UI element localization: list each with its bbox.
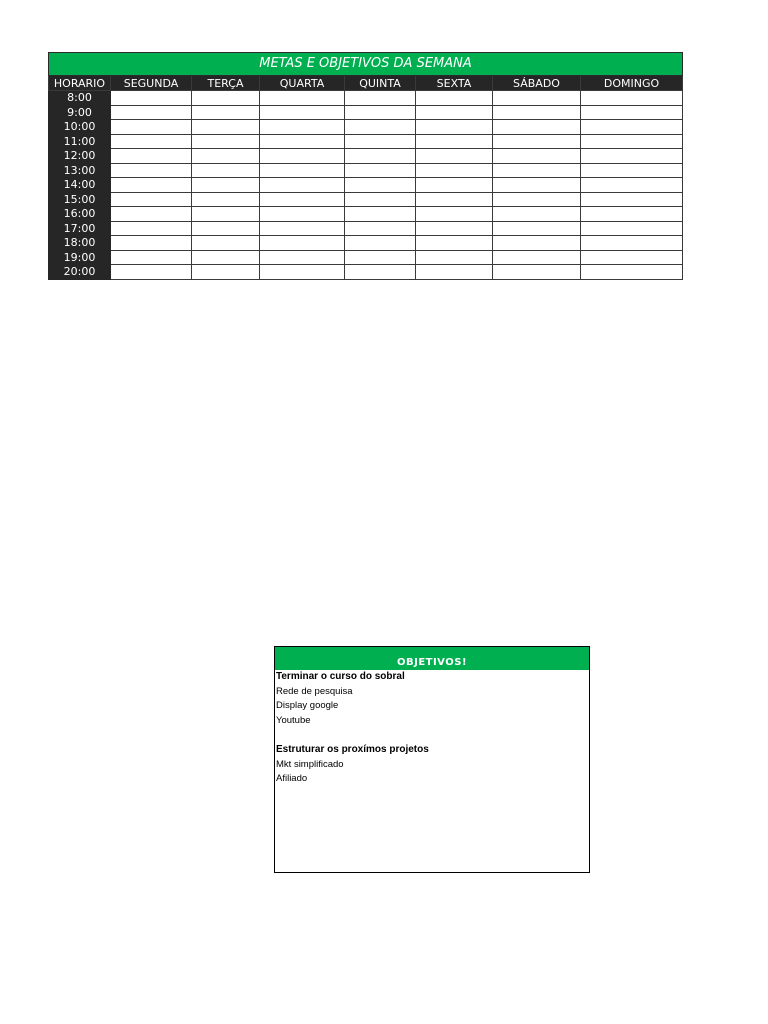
slot-domingo[interactable] [581, 163, 683, 178]
slot-quarta[interactable] [260, 236, 345, 251]
slot-quinta[interactable] [345, 221, 416, 236]
slot-segunda[interactable] [111, 163, 192, 178]
schedule-row [49, 221, 683, 236]
objective-group-heading: Terminar o curso do sobral [276, 671, 405, 682]
slot-quarta[interactable] [260, 265, 345, 280]
schedule-title: METAS E OBJETIVOS DA SEMANA [49, 53, 683, 76]
slot-quinta[interactable] [345, 120, 416, 135]
slot-quinta[interactable] [345, 250, 416, 265]
header-quarta: QUARTA [260, 76, 345, 91]
schedule-row [49, 149, 683, 164]
slot-quinta[interactable] [345, 265, 416, 280]
slot-quarta[interactable] [260, 250, 345, 265]
header-quinta: QUINTA [345, 76, 416, 91]
slot-sexta[interactable] [416, 207, 493, 222]
slot-quarta[interactable] [260, 192, 345, 207]
objectives-title: OBJETIVOS! [275, 647, 589, 670]
schedule-row [49, 250, 683, 265]
slot-quarta[interactable] [260, 149, 345, 164]
objective-group-heading: Estruturar os proxímos projetos [276, 743, 429, 755]
schedule-row [49, 163, 683, 178]
slot-segunda[interactable] [111, 178, 192, 193]
slot-quarta[interactable] [260, 120, 345, 135]
slot-domingo[interactable] [581, 178, 683, 193]
time-label: 8:00 [49, 91, 111, 106]
slot-domingo[interactable] [581, 207, 683, 222]
slot-terca[interactable] [192, 250, 260, 265]
header-sexta: SEXTA [416, 76, 493, 91]
slot-domingo[interactable] [581, 250, 683, 265]
slot-quinta[interactable] [345, 134, 416, 149]
slot-quinta[interactable] [345, 105, 416, 120]
header-terca: TERÇA [192, 76, 260, 91]
slot-terca[interactable] [192, 236, 260, 251]
slot-segunda[interactable] [111, 192, 192, 207]
time-label: 17:00 [49, 221, 111, 236]
slot-sabado[interactable] [493, 207, 581, 222]
objective-item: Mkt simplificado [276, 758, 344, 770]
objective-item: Display google [276, 700, 339, 712]
slot-domingo[interactable] [581, 236, 683, 251]
slot-sabado[interactable] [493, 250, 581, 265]
slot-sabado[interactable] [493, 265, 581, 280]
slot-segunda[interactable] [111, 250, 192, 265]
schedule-title-row [49, 53, 683, 76]
slot-segunda[interactable] [111, 105, 192, 120]
slot-terca[interactable] [192, 178, 260, 193]
objective-item: Rede de pesquisa [276, 685, 353, 697]
time-label: 16:00 [49, 207, 111, 222]
slot-sabado[interactable] [493, 105, 581, 120]
slot-segunda[interactable] [111, 134, 192, 149]
schedule-header-row [49, 76, 683, 91]
slot-sexta[interactable] [416, 221, 493, 236]
time-label: 10:00 [49, 120, 111, 135]
schedule-row [49, 91, 683, 106]
slot-quinta[interactable] [345, 149, 416, 164]
slot-sexta[interactable] [416, 149, 493, 164]
slot-domingo[interactable] [581, 91, 683, 106]
slot-sexta[interactable] [416, 163, 493, 178]
header-horario: HORARIO [49, 76, 111, 91]
slot-sabado[interactable] [493, 134, 581, 149]
slot-terca[interactable] [192, 221, 260, 236]
objective-item: Youtube [276, 714, 311, 726]
slot-quarta[interactable] [260, 91, 345, 106]
slot-terca[interactable] [192, 134, 260, 149]
slot-terca[interactable] [192, 120, 260, 135]
schedule-row [49, 236, 683, 251]
slot-sabado[interactable] [493, 91, 581, 106]
schedule-row [49, 120, 683, 135]
header-segunda: SEGUNDA [111, 76, 192, 91]
slot-sabado[interactable] [493, 163, 581, 178]
header-domingo: DOMINGO [581, 76, 683, 91]
slot-sexta[interactable] [416, 265, 493, 280]
slot-sexta[interactable] [416, 91, 493, 106]
time-label: 15:00 [49, 192, 111, 207]
slot-sexta[interactable] [416, 236, 493, 251]
slot-segunda[interactable] [111, 149, 192, 164]
slot-segunda[interactable] [111, 91, 192, 106]
schedule-row [49, 105, 683, 120]
slot-terca[interactable] [192, 163, 260, 178]
slot-domingo[interactable] [581, 149, 683, 164]
slot-segunda[interactable] [111, 120, 192, 135]
slot-domingo[interactable] [581, 134, 683, 149]
schedule-body [49, 91, 683, 280]
slot-quinta[interactable] [345, 207, 416, 222]
schedule-row [49, 192, 683, 207]
slot-quinta[interactable] [345, 192, 416, 207]
slot-terca[interactable] [192, 149, 260, 164]
slot-sabado[interactable] [493, 221, 581, 236]
objectives-box [274, 646, 590, 873]
slot-sexta[interactable] [416, 105, 493, 120]
slot-terca[interactable] [192, 192, 260, 207]
slot-terca[interactable] [192, 265, 260, 280]
slot-sexta[interactable] [416, 192, 493, 207]
slot-quinta[interactable] [345, 236, 416, 251]
slot-sabado[interactable] [493, 192, 581, 207]
schedule-row [49, 265, 683, 280]
slot-quarta[interactable] [260, 134, 345, 149]
objective-spacer [276, 728, 589, 743]
schedule-row [49, 207, 683, 222]
weekly-schedule-table [48, 52, 683, 280]
time-label: 11:00 [49, 134, 111, 149]
slot-quinta[interactable] [345, 178, 416, 193]
slot-terca[interactable] [192, 207, 260, 222]
slot-quarta[interactable] [260, 221, 345, 236]
slot-quinta[interactable] [345, 163, 416, 178]
slot-domingo[interactable] [581, 105, 683, 120]
slot-sexta[interactable] [416, 120, 493, 135]
time-label: 12:00 [49, 149, 111, 164]
time-label: 13:00 [49, 163, 111, 178]
slot-domingo[interactable] [581, 265, 683, 280]
slot-sexta[interactable] [416, 178, 493, 193]
schedule-row [49, 178, 683, 193]
slot-sabado[interactable] [493, 120, 581, 135]
slot-sabado[interactable] [493, 178, 581, 193]
slot-domingo[interactable] [581, 192, 683, 207]
slot-sexta[interactable] [416, 134, 493, 149]
slot-segunda[interactable] [111, 236, 192, 251]
objective-item: Afiliado [276, 773, 308, 785]
time-label: 18:00 [49, 236, 111, 251]
time-label: 19:00 [49, 250, 111, 265]
slot-segunda[interactable] [111, 207, 192, 222]
slot-segunda[interactable] [111, 265, 192, 280]
time-label: 9:00 [49, 105, 111, 120]
slot-sabado[interactable] [493, 236, 581, 251]
objectives-list [275, 670, 589, 787]
slot-quarta[interactable] [260, 178, 345, 193]
slot-terca[interactable] [192, 91, 260, 106]
slot-terca[interactable] [192, 105, 260, 120]
slot-quarta[interactable] [260, 207, 345, 222]
time-label: 14:00 [49, 178, 111, 193]
slot-sexta[interactable] [416, 250, 493, 265]
schedule-row [49, 134, 683, 149]
slot-domingo[interactable] [581, 120, 683, 135]
header-sabado: SÁBADO [493, 76, 581, 91]
slot-sabado[interactable] [493, 149, 581, 164]
slot-segunda[interactable] [111, 221, 192, 236]
slot-quarta[interactable] [260, 105, 345, 120]
time-label: 20:00 [49, 265, 111, 280]
slot-quarta[interactable] [260, 163, 345, 178]
slot-quinta[interactable] [345, 91, 416, 106]
slot-domingo[interactable] [581, 221, 683, 236]
